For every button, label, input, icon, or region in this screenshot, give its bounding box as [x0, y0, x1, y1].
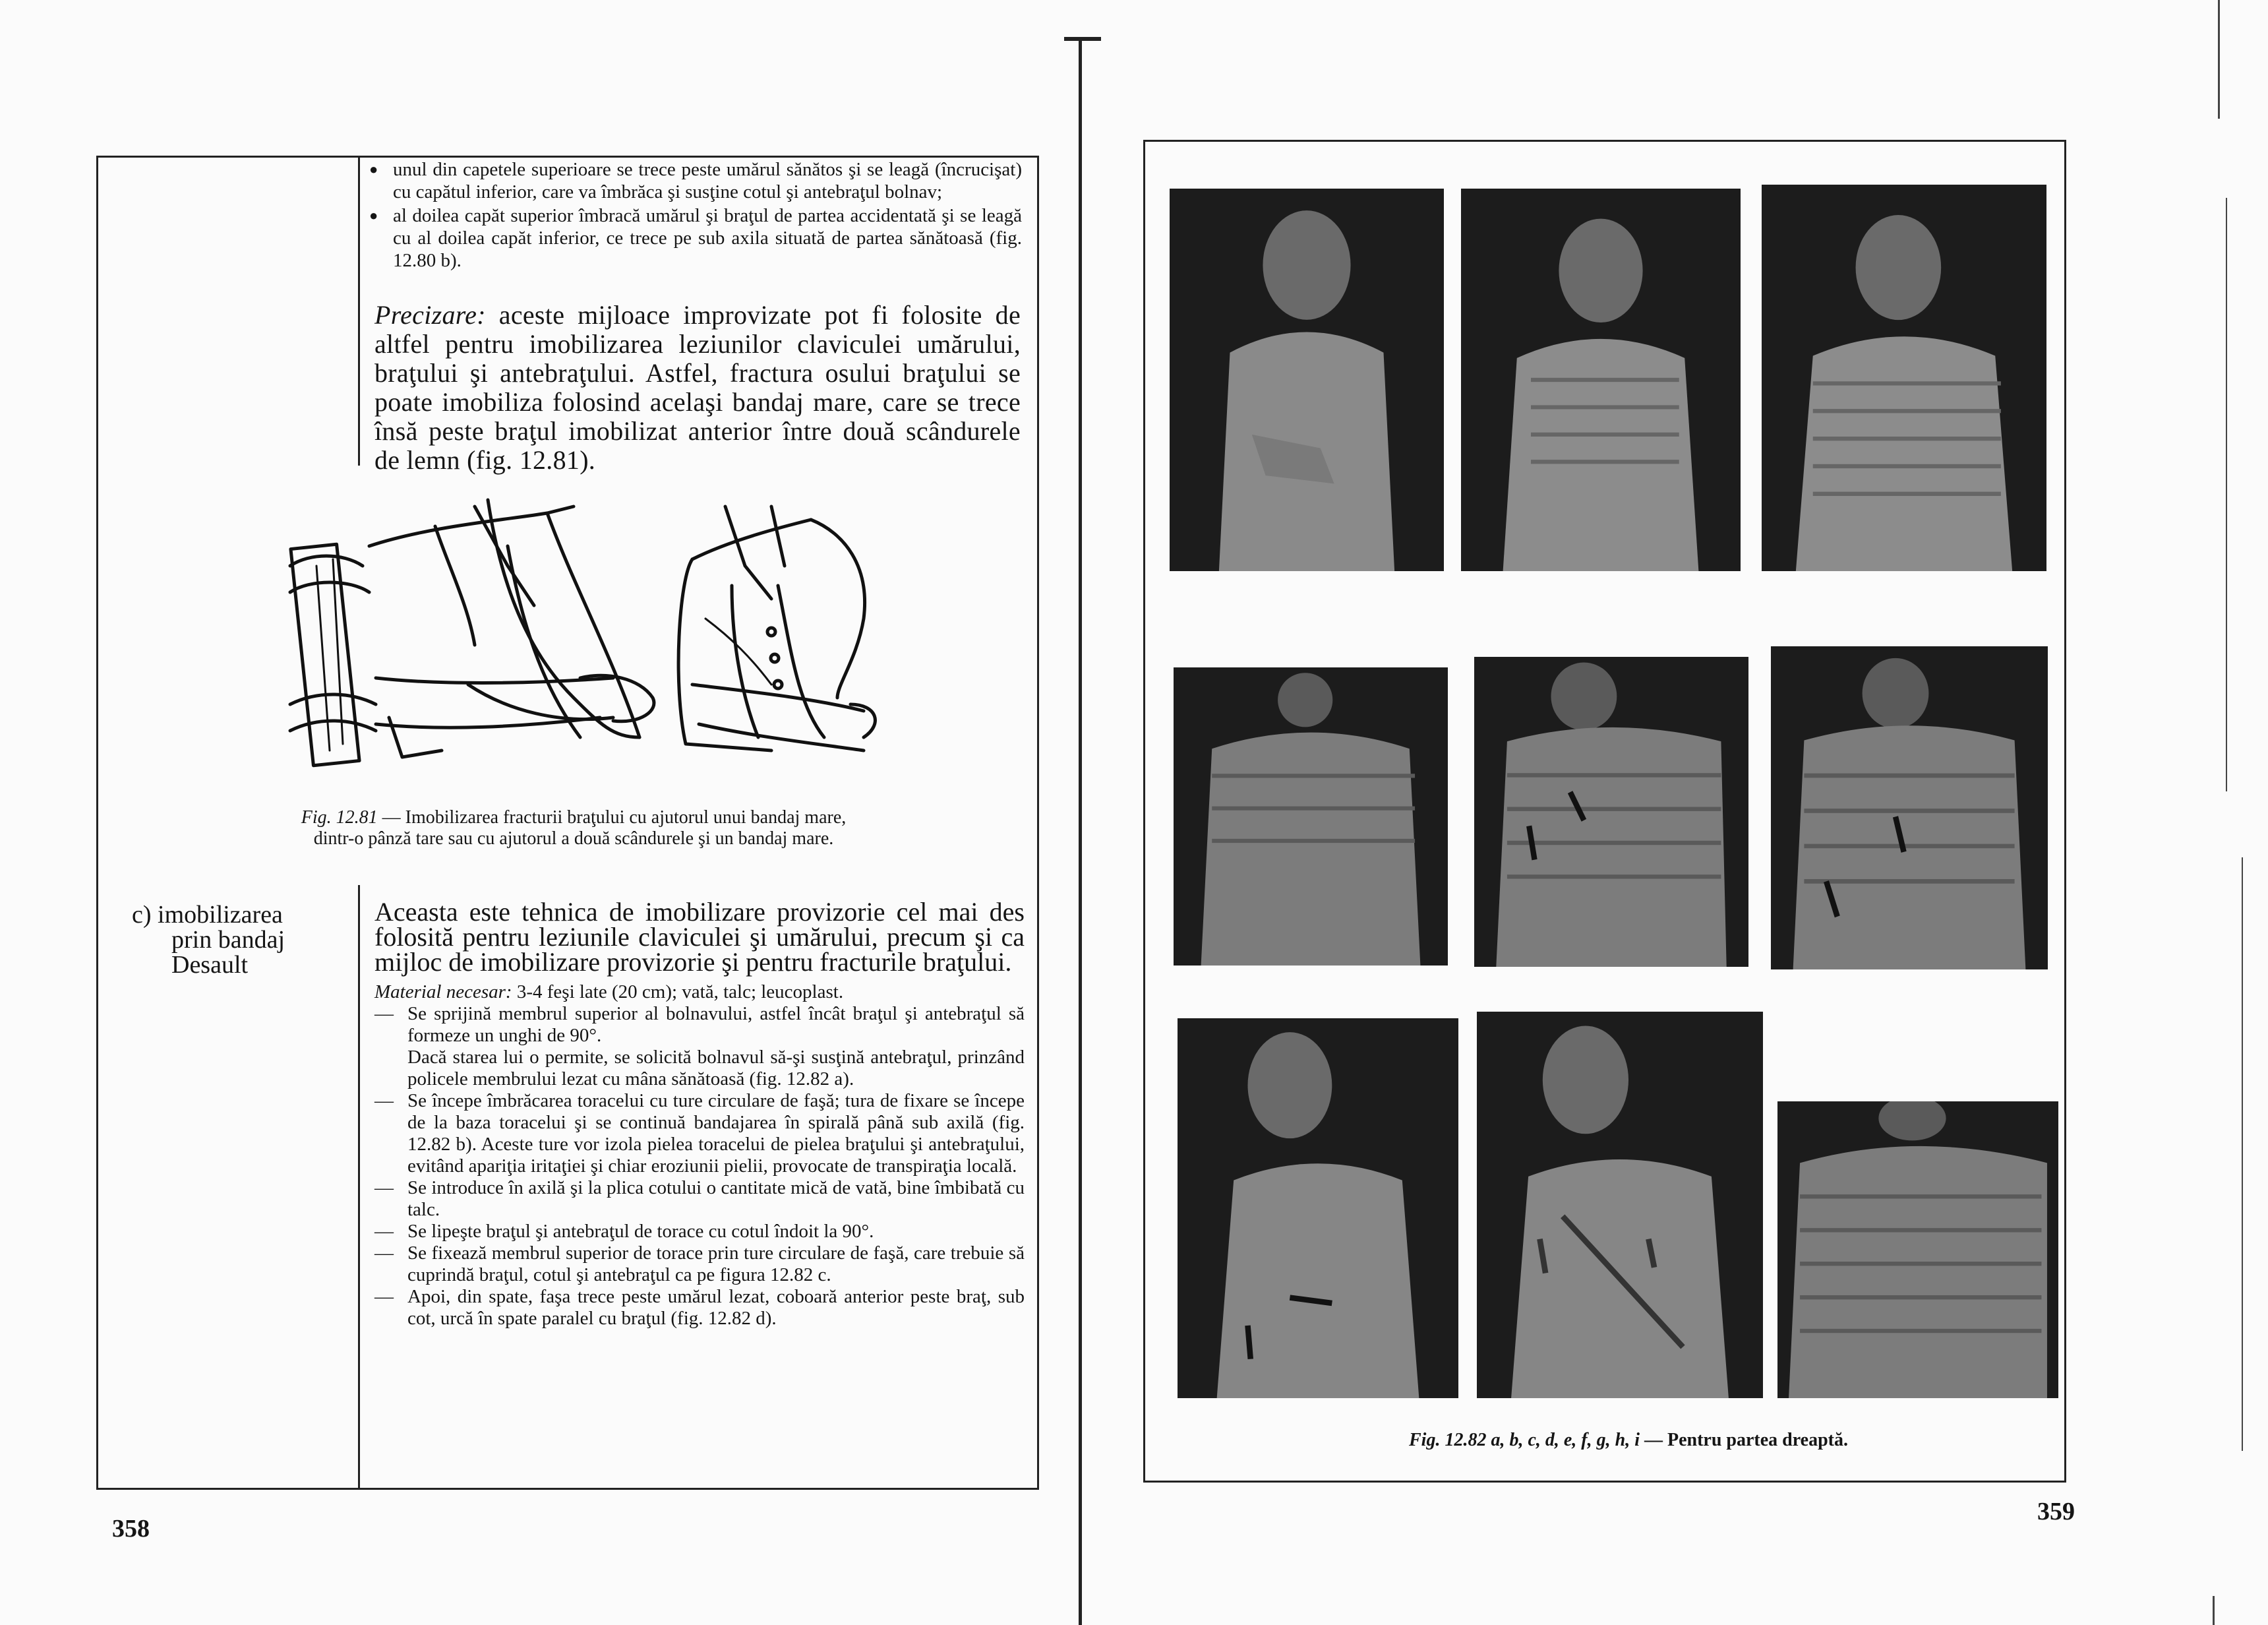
section-body — [374, 897, 1025, 1330]
fig-12-81-illustration — [270, 487, 877, 783]
fig-label: Fig. 12.82 a, b, c, d, e, f, g, h, i — [1409, 1430, 1640, 1450]
page-number-left: 358 — [112, 1515, 150, 1543]
section-heading-line: c) imobilizarea — [132, 901, 283, 929]
material-line — [374, 981, 1025, 1003]
step-extra-text: Dacă starea lui o permite, se solicită bolnavul să-şi susţină antebraţul, prinzând policele membrului lezat cu mâna sănătoasă (fig. 12.82 a). — [407, 1047, 1025, 1089]
bullet-item: ● unul din capetele superioare se trece peste umărul sănătos şi se leagă (încrucişat) cu capătul inferior, care va îmbrăca şi susţine cotul şi antebraţul bolnav; — [369, 158, 1022, 203]
book-gutter — [1079, 38, 1082, 1625]
section-intro: Aceasta este tehnica de imobilizare provizorie cel mai des folosită pentru leziunile claviculei şi umărului, precum şi ca mijloc de imobilizare provizorie şi pentru fracturile braţului. — [374, 897, 1025, 977]
step-item: — Se începe îmbrăcarea toracelui cu ture circulare de faşă; tura de fixare se începe de la baza toracelui şi se continuă bandajarea în spirală până sub axilă (fig. 12.82 b). Aceste ture vor izola pielea toracelui de pielea braţului şi antebraţului, evitând apariţia iritaţiei şi chiar eroziunii pielii, provocate de transpiraţia locală. — [374, 1090, 1025, 1177]
bullet-list — [369, 158, 1022, 273]
precizare-label: Precizare: — [374, 300, 486, 330]
precizare-text: aceste mijloace improvizate pot fi folosite de altfel pentru imobilizarea leziunilor claviculei umărului, braţului şi antebraţului. Astfel, fractura osului braţului se poate imobiliza folosind acelaşi bandaj mare, care se trece însă peste braţul imobilizat anterior între două scândurele de lemn (fig. 12.81). — [374, 300, 1021, 475]
step-list — [374, 1003, 1025, 1330]
photo-d — [1174, 667, 1448, 966]
gutter-mark — [1064, 37, 1101, 41]
photo-b — [1461, 189, 1741, 571]
column-divider-bottom — [358, 885, 360, 1488]
photo-f — [1771, 646, 2048, 969]
page-number-right: 359 — [2037, 1498, 2075, 1525]
step-item: — Se fixează membrul superior de torace prin ture circulare de faşă, care trebuie să cuprindă braţul, cotul şi antebraţul ca pe figura 12.82 c. — [374, 1242, 1025, 1286]
section-heading-line: Desault — [171, 951, 249, 979]
step-item: — Apoi, din spate, faşa trece peste umărul lezat, coboară anterior peste braţ, sub cot, urcă în spate paralel cu braţul (fig. 12.82 d). — [374, 1286, 1025, 1330]
fig-12-81-caption — [284, 807, 864, 849]
scan-edge — [2213, 1596, 2215, 1625]
step-item: — Se lipeşte braţul şi antebraţul de torace cu cotul îndoit la 90°. — [374, 1221, 1025, 1242]
fig-caption-text: — Imobilizarea fracturii braţului cu ajutorul unui bandaj mare, dintr-o pânză tare sau cu ajutorul a două scândurele şi un bandaj mare. — [313, 807, 847, 849]
material-label: Material necesar: — [374, 981, 512, 1002]
photo-c — [1762, 185, 2046, 571]
column-divider-top — [358, 156, 360, 466]
section-heading-line: prin bandaj — [171, 926, 285, 954]
photo-e — [1474, 657, 1748, 967]
precizare-paragraph — [374, 301, 1021, 475]
step-item — [374, 1003, 1025, 1090]
bullet-item: ● al doilea capăt superior îmbracă umărul şi braţul de partea accidentată şi se leagă cu al doilea capăt inferior, ce trece pe sub axila situată de partea sănătoasă (fig. 12.80 b). — [369, 204, 1022, 272]
fig-label: Fig. 12.81 — [301, 807, 378, 828]
photo-h — [1477, 1012, 1763, 1398]
photo-g — [1178, 1018, 1458, 1398]
fig-caption-text: — Pentru partea dreaptă. — [1640, 1430, 1848, 1450]
photo-a — [1170, 189, 1444, 571]
section-heading — [132, 902, 323, 977]
scan-edge — [2226, 198, 2227, 791]
scan-edge — [2242, 857, 2243, 1451]
photo-i — [1777, 1101, 2058, 1398]
scan-edge — [2218, 0, 2220, 119]
fig-12-82-caption — [1299, 1430, 1958, 1451]
material-text: 3-4 feşi late (20 cm); vată, talc; leucoplast. — [512, 981, 844, 1002]
step-text: Se sprijină membrul superior al bolnavului, astfel încât braţul şi antebraţul să formeze un unghi de 90°. — [407, 1003, 1025, 1046]
step-item: — Se introduce în axilă şi la plica cotului o cantitate mică de vată, bine îmbibată cu talc. — [374, 1177, 1025, 1221]
